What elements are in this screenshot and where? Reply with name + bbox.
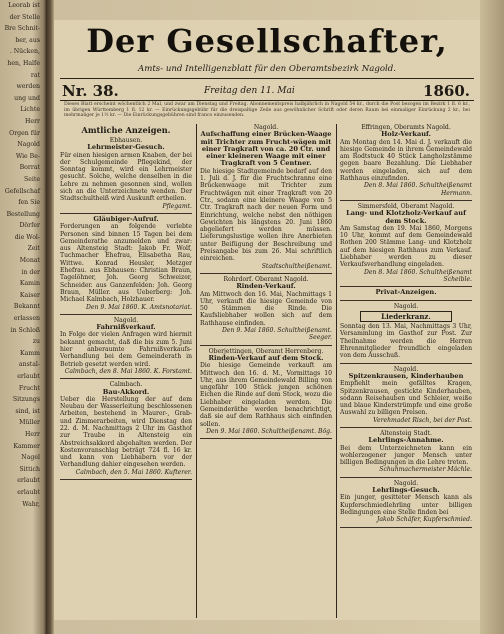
notice-section bbox=[200, 124, 332, 270]
notice-title: Holz-Verkauf. bbox=[381, 130, 431, 139]
issue-date: Freitag den 11. Mai bbox=[204, 86, 295, 96]
previous-page-line: in Schloß bbox=[10, 326, 40, 334]
notice-title: Fahrnißverkauf. bbox=[96, 323, 156, 332]
section-divider bbox=[340, 427, 472, 428]
previous-page-line: sind, ist bbox=[15, 407, 40, 415]
notice-title: Lang- und Klotzholz-Verkauf auf dem Stock. bbox=[346, 209, 466, 225]
notice-title: Gläubiger-Aufruf. bbox=[93, 214, 159, 223]
notice-body: Ueber die Herstellung der auf dem Neubau der Wasserleitung beschlossenen Arbeiten, bestehend in Maurer-, Grab- und Zimmerarbeiten, wird Dienstag den 22. d. M. Nachmittags 2 Uhr im Gasthof zur Traube in Altensteig ein Abstreichsakkord abgehalten werden. Der Kostenvoranschlag beträgt 724 fl. 16 kr. und kann von Liebhabern vor der Verhandlung dahier eingesehen werden. bbox=[60, 395, 192, 469]
notice-body: Forderungen an folgende verlebte Personen sind binnen 15 Tagen bei dem Gemeinderathe anzumelden und zwar: aus Altensteig Stadt: Jakob Fr. Wolf, Tuchmacher Ehefrau, Elisabetha Rau, Wittwe. Konrad Heusler, Metzger Ehefrau. aus Ebhausen: Christian Braun, Tagelöhner, Joh. Georg Schweizer, Schneider. aus Ganzenfelden: Joh. Georg Braun, Müller. aus Ueberberg: Joh. Michael Kalmbach, Holzhauer. bbox=[60, 223, 192, 304]
previous-page-line: Zeit bbox=[27, 245, 40, 253]
notice-section bbox=[340, 289, 472, 296]
notice-title: Rinden-Verkauf. bbox=[236, 282, 296, 291]
notice-body: Sonntag den 13. Mai, Nachmittags 3 Uhr, Versammlung im Gasthof zur Post. Zur Theilnahme werden die Herren Ehrenmitglieder freundlich eingeladen von dem Ausschuß. bbox=[340, 323, 472, 360]
previous-page-line: Bre Schnit- bbox=[4, 25, 40, 33]
notice-body: Am Samstag den 19. Mai 1860, Morgens 10 Uhr, kommt auf dem Gemeindewald Rothen 200 Stämme Lang- und Klotzholz auf dem hiesigen Rathhaus zum Verkauf. Liebhaber werden zu dieser Verkaufsverhandlung eingeladen. bbox=[340, 224, 472, 269]
previous-page-line: erlaubt bbox=[17, 373, 40, 380]
previous-page-line: Lichte bbox=[20, 106, 40, 114]
previous-page-line: Nagold bbox=[17, 141, 40, 149]
notice-section bbox=[340, 430, 472, 474]
previous-page-line: erlassen bbox=[13, 315, 40, 323]
notice-place: Calmbach. bbox=[109, 381, 143, 389]
previous-page-line: Seite bbox=[23, 175, 40, 183]
previous-page-line: Borrat bbox=[19, 164, 40, 172]
notice-body: Für einen hiesigen armen Knaben, der bei der Schulgemeinde Pflegekind, der Sonntag kommt, wird ein Lehrmeister gesucht. Solche, welche denselben in die Lehre zu nehmen gesonnen sind, wollen sich an die Unterzeichnete wenden. Der Stadtschultheiß wird Auskunft ertheilen. bbox=[60, 151, 192, 203]
previous-page-line: rat bbox=[30, 71, 40, 79]
previous-page-edge bbox=[0, 0, 46, 634]
notice-body: Bei dem Unterzeichneten kann ein wohlerzogener junger Mensch unter billigen Bedingungen in die Lehre treten. bbox=[340, 444, 472, 467]
column-divider bbox=[336, 124, 337, 618]
column-divider bbox=[196, 124, 197, 618]
notice-place: Altensteig Stadt. bbox=[380, 429, 432, 437]
notice-signature: Stadtschultheißenamt. bbox=[261, 262, 332, 270]
notice-body: Am Mittwoch den 16. Mai, Nachmittags 1 Uhr, verkauft die hiesige Gemeinde von 50 Stämmen die Rinde. Die Kaufsliebhaber wollen sich auf dem Rathhause einfinden. bbox=[200, 290, 332, 327]
previous-page-line: Orgen für bbox=[9, 129, 40, 137]
notice-body: Ein junger, gesitteter Mensch kann als Kupferschmiedlehrling unter billigen Bedingungen eine Stelle finden bei bbox=[340, 494, 472, 516]
notice-section bbox=[340, 203, 472, 283]
previous-page-line: Sittich bbox=[19, 465, 40, 473]
previous-page-line: Gefellschaf bbox=[4, 187, 40, 195]
newspaper-title: Der Gesellschafter, bbox=[86, 22, 448, 60]
previous-page-line: der Stelle bbox=[9, 13, 40, 21]
previous-page-line: zu bbox=[32, 338, 40, 346]
notice-signature: Den 9. Mai 1860. Schultheißenamt. Seeger. bbox=[222, 327, 332, 342]
notice-section bbox=[340, 366, 472, 424]
previous-page-line: in der bbox=[21, 268, 40, 276]
issue-year: 1860. bbox=[423, 82, 470, 100]
notice-body: Am Montag den 14. Mai d. J. verkauft die hiesige Gemeinde in ihrem Gemeindewald am Rodtstuck 40 Stück Langholzstämme gegen baare Bezahlung. Die Liebhaber werden eingeladen, sich auf dem Rathhaus einzufinden. bbox=[340, 138, 472, 183]
previous-page-line: Bestellung bbox=[6, 210, 40, 218]
notice-title: Lehrmeister-Gesuch. bbox=[87, 143, 165, 152]
notice-place: Nagold. bbox=[393, 365, 419, 373]
notice-signature: Pflegamt. bbox=[162, 202, 192, 210]
section-divider bbox=[60, 378, 192, 379]
previous-page-line: Leorab ist bbox=[8, 2, 40, 9]
notice-body: Empfiehlt mein gefälltes Kragen, Spitzenkrausen, gestickte Kinderhauben, sodann Reisehauben und Schleier, weiße und blaue Kinderstrümpfe und eine große Auswahl zu billigen Preisen. bbox=[340, 380, 472, 417]
notice-place: Simmersfeld, Oberamt Nagold. bbox=[357, 202, 455, 210]
notice-section bbox=[60, 317, 192, 375]
previous-page-line: Herr bbox=[25, 117, 40, 125]
notice-section bbox=[60, 381, 192, 476]
issue-number: Nr. 38. bbox=[62, 82, 119, 100]
section-divider bbox=[340, 363, 472, 364]
previous-page-line: Dörfer bbox=[19, 222, 40, 230]
previous-page-line: Kammer bbox=[13, 442, 40, 450]
notice-section bbox=[340, 124, 472, 197]
notice-place: Oberjettingen, Oberamt Herrenberg. bbox=[208, 347, 324, 355]
notice-section bbox=[60, 137, 192, 210]
previous-page-line: Bekannt bbox=[13, 303, 40, 311]
notice-signature: Verehmadet Risch, bei der Post. bbox=[373, 416, 472, 424]
section-divider bbox=[200, 345, 332, 346]
notice-section bbox=[200, 348, 332, 436]
previous-page-line: Müller bbox=[19, 419, 40, 427]
previous-page-line: Kamm bbox=[19, 349, 40, 357]
newspaper-subtitle: Amts- und Intelligenzblatt für den Oberamtsbezirk Nagold. bbox=[137, 64, 397, 74]
notice-section bbox=[340, 480, 472, 524]
previous-page-line: fen Sie bbox=[18, 199, 40, 207]
column-official-notices bbox=[60, 124, 192, 618]
notice-signature: Calmbach, den 8. Mai 1860. K. Forstamt. bbox=[64, 367, 192, 375]
notice-title: Aufschaffung einer Brücken-Waage mit Trichter zum Frucht-wägen mit einer Tragkraft von ca. 20 Ctr. und einer kleineren Waage mit einer Tragkraft von 5 Centner. bbox=[200, 130, 332, 168]
notice-signature: Den 8. Mai 1860. Schultheißenamt Scheible. bbox=[363, 268, 472, 283]
previous-page-line: ung und bbox=[14, 94, 40, 102]
section-divider bbox=[340, 527, 472, 528]
top-rule bbox=[60, 78, 474, 79]
previous-page-line: Nagel bbox=[21, 454, 40, 462]
previous-page-line: Sitzungs bbox=[12, 396, 40, 404]
notice-place: Rohrdorf. Oberamt Nagold. bbox=[223, 275, 309, 283]
section-divider bbox=[60, 314, 192, 315]
notice-body: Die hiesige Gemeinde verkauft am Mittwoch den 16. d. M., Vormittags 10 Uhr, aus ihrem Gemeindewald Billing von ungefähr 100 Stück jungen schönen Eichen die Rinde auf dem Stock, wozu die Liebhaber eingeladen werden. Die Gemeinderäthe werden benachrichtigt, daß sie auf dem Rathhaus sich einfinden sollen. bbox=[200, 362, 332, 428]
subscription-notice: Dieses Blatt erscheint wöchentlich 2 Mal, und zwar am Dienstag und Freitag. Abonnementspreis halbjährlich in Nagold 54 kr., durch die Post bezogen im Bezirk 1 fl. 6 kr., im übrigen Württemberg 1 fl. 12 kr. — Einrückungsgebühr für die dreispaltige Zeile aus gewöhnlicher Schrift oder deren Raum bei einmaliger Einrückung 2 kr., bei mehrmaliger je 1½ kr. — Die Einrückungsgebühren sind franco einzusenden. bbox=[64, 102, 470, 119]
issue-rule bbox=[60, 100, 474, 101]
notice-place: Nagold. bbox=[393, 302, 419, 310]
section-divider bbox=[200, 273, 332, 274]
previous-page-line: hen, Halfe bbox=[7, 59, 40, 67]
column-right bbox=[340, 124, 472, 618]
notice-title: Rinden-Verkauf auf dem Stock. bbox=[208, 353, 324, 362]
notice-title: Privat-Anzeigen. bbox=[375, 288, 437, 297]
previous-page-line: Herr bbox=[25, 430, 40, 438]
previous-page-line: . Nücken, bbox=[9, 48, 40, 56]
notice-body: In Folge der vielen Anfragen wird hiermit bekannt gemacht, daß die bis zum 5. Juni hier anberaumte Fahrnißverkaufs-Verhandlung bei dem Gemeinderath in Betrieb gesetzt werden wird. bbox=[60, 331, 192, 368]
notice-place: Nagold. bbox=[253, 124, 279, 131]
notice-signature: Den 8. Mai 1860. Schultheißenamt Hermann. bbox=[363, 182, 472, 197]
section-divider bbox=[340, 200, 472, 201]
notice-signature: Den 9. Mai 1860. K. Amtsnotariat. bbox=[86, 303, 192, 311]
previous-page-line: Kamin bbox=[19, 280, 40, 288]
notice-title: Spitzenkrausen, Kinderhauben bbox=[348, 371, 464, 380]
notice-signature: Schuhmachermeister Mächle. bbox=[379, 466, 472, 474]
section-divider bbox=[340, 477, 472, 478]
notice-place: Nagold. bbox=[393, 479, 419, 487]
section-divider bbox=[340, 286, 472, 287]
section-divider bbox=[60, 213, 192, 214]
newspaper-page bbox=[54, 20, 480, 620]
page-edge-right bbox=[480, 0, 504, 634]
column-middle bbox=[200, 124, 332, 618]
notice-title: Liederkranz. bbox=[360, 311, 452, 322]
previous-page-line: ber, aus bbox=[15, 36, 40, 44]
notice-title: Lehrlings-Annahme. bbox=[368, 436, 444, 445]
section-divider bbox=[340, 300, 472, 301]
previous-page-line: erlaubt bbox=[17, 477, 40, 485]
notice-body: Die hiesige Stadtgemeinde bedarf auf den 1. Juli d. J. für die Fruchtschranne eine Brückenwaage mit Trichter zum Fruchtwägen mit einer Tragkraft von 20 Ctr., sodann eine kleinere Waage von 5 Ctr. Tragkraft nach der neuen Form und Einrichtung, welche nebst den nöthigen Gewichten bis längstens 20. Juni 1860 abgeliefert werden müssen. Lieferungslustige wollen ihre Anerbieten unter Beifügung der Beschreibung und Preisangabe bis zum 26. Mai schriftlich einreichen. bbox=[200, 167, 332, 263]
previous-page-line: die Wol- bbox=[14, 233, 40, 241]
notice-section bbox=[200, 276, 332, 342]
notice-signature: Jakob Schäfer, Kupferschmied. bbox=[376, 516, 472, 524]
section-divider bbox=[60, 479, 192, 480]
book-gutter bbox=[46, 0, 54, 634]
previous-page-line: werden bbox=[16, 83, 40, 91]
columns bbox=[60, 124, 474, 618]
notice-place: Nagold. bbox=[113, 316, 139, 324]
previous-page-line: erlaubt bbox=[17, 488, 40, 496]
notice-section bbox=[60, 216, 192, 311]
previous-page-line: Kaiser bbox=[19, 291, 40, 299]
notice-place: Effringen, Oberamts Nagold. bbox=[361, 124, 451, 131]
previous-page-line: Wahr, bbox=[22, 500, 40, 508]
notice-signature: Calmbach, den 5. Mai 1860. Kufterer. bbox=[75, 468, 192, 476]
column-heading: Amtliche Anzeigen. bbox=[81, 125, 171, 135]
previous-page-line: Frucht bbox=[18, 384, 40, 392]
previous-page-line: Monat bbox=[19, 257, 40, 265]
notice-section bbox=[340, 303, 472, 360]
notice-signature: Den 9. Mai 1860. Schultheißenamt. Bög. bbox=[206, 427, 332, 435]
previous-page-line: Wie Be- bbox=[15, 152, 40, 160]
section-divider bbox=[200, 438, 332, 439]
previous-page-line: anstal- bbox=[18, 361, 40, 369]
notice-place: Ebhausen. bbox=[109, 137, 143, 144]
masthead bbox=[54, 20, 480, 119]
notice-title: Lehrlings-Gesuch. bbox=[372, 486, 440, 495]
notice-title: Bau-Akkord. bbox=[102, 387, 150, 396]
